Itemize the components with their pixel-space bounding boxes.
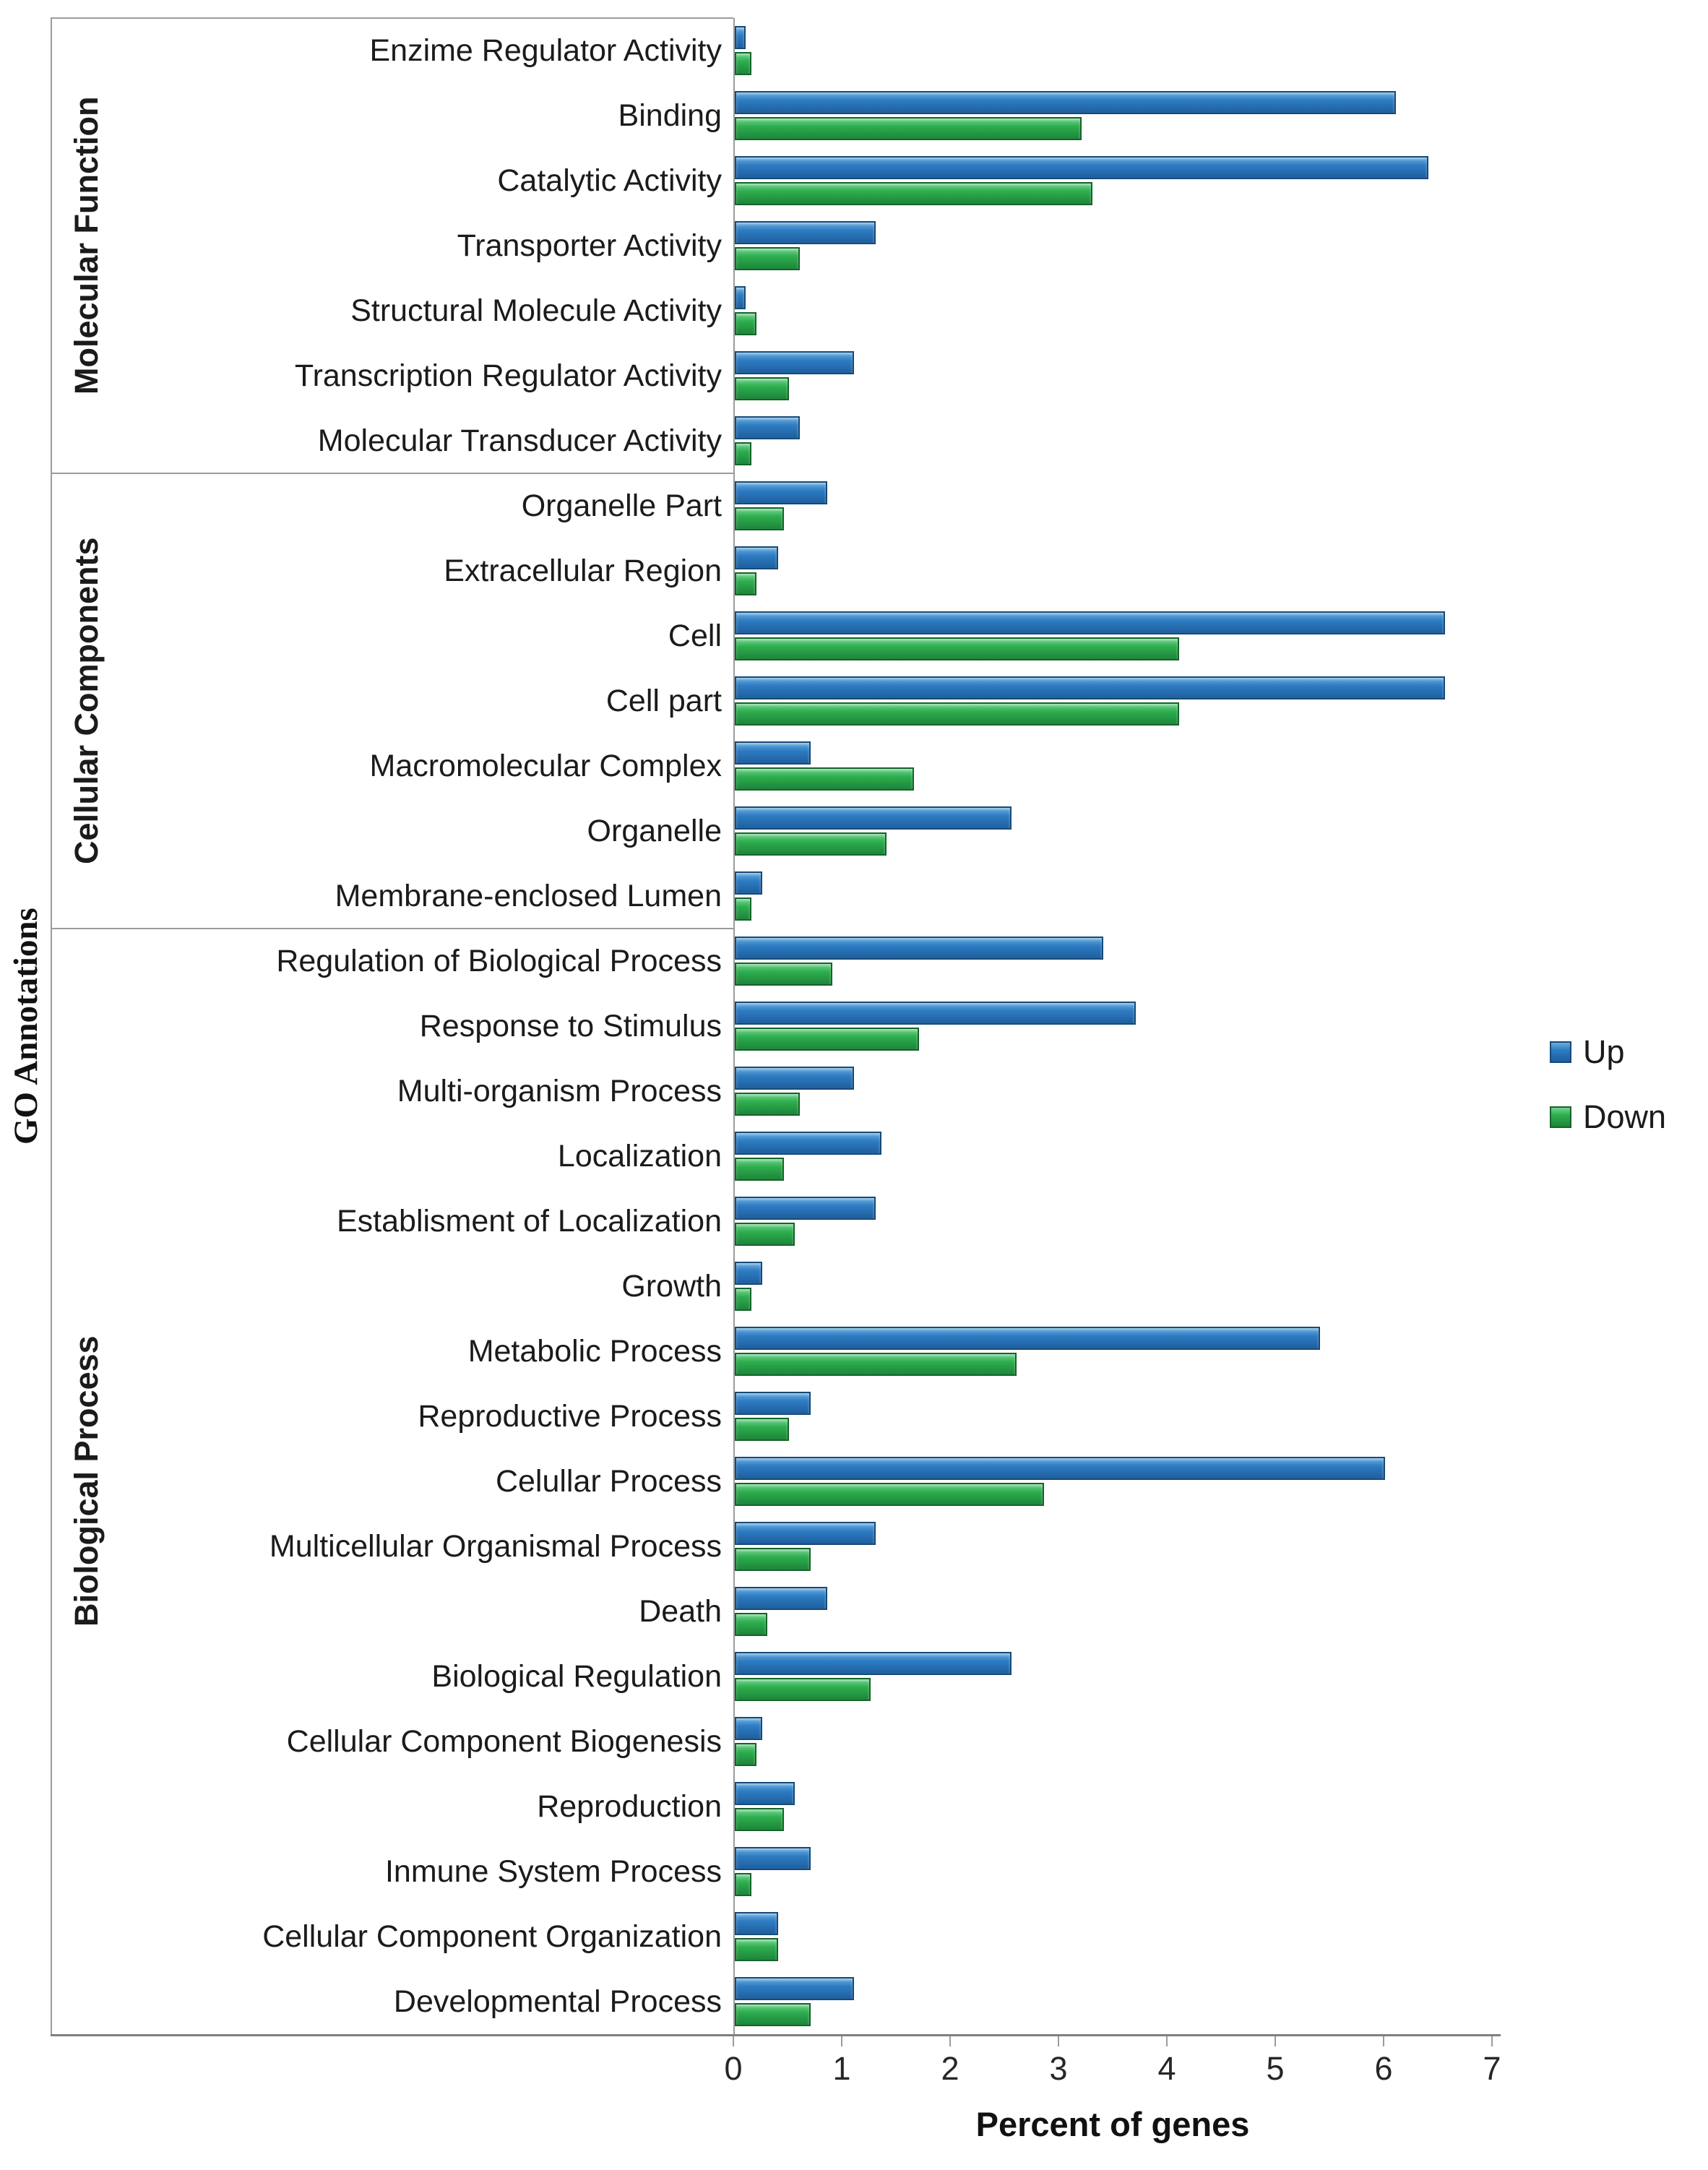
bar-up	[735, 806, 1012, 830]
x-tick	[841, 2036, 842, 2046]
x-tick	[1166, 2036, 1168, 2046]
legend-label-up: Up	[1583, 1033, 1625, 1070]
category-label: Growth	[621, 1268, 722, 1304]
bar-up	[735, 1392, 811, 1415]
bar-up	[735, 1262, 762, 1285]
bar-down	[735, 442, 751, 465]
bar-down	[735, 572, 756, 595]
x-tick-label: 4	[1157, 2050, 1176, 2087]
category-label: Cell	[668, 618, 722, 653]
bar-up	[735, 1522, 876, 1545]
bar-up	[735, 741, 811, 765]
x-axis-line	[51, 2034, 1501, 2036]
x-tick	[1491, 2036, 1493, 2046]
bar-up	[735, 1912, 778, 1935]
category-label: Regulation of Biological Process	[276, 943, 722, 978]
y-axis-line	[733, 18, 735, 2034]
bar-up	[735, 1587, 827, 1610]
legend-label-down: Down	[1583, 1098, 1667, 1135]
bar-down	[735, 767, 914, 791]
bar-up	[735, 1197, 876, 1220]
bar-up	[735, 1067, 854, 1090]
bar-down	[735, 1353, 1017, 1376]
bar-down	[735, 117, 1082, 140]
bar-down	[735, 637, 1179, 660]
category-label: Cellular Component Biogenesis	[286, 1723, 722, 1759]
x-tick-label: 5	[1266, 2050, 1285, 2087]
bar-down	[735, 702, 1179, 726]
bar-down	[735, 377, 789, 400]
bar-down	[735, 312, 756, 335]
bar-up	[735, 91, 1396, 114]
category-label: Celullar Process	[495, 1463, 722, 1499]
category-label: Cell part	[605, 683, 722, 718]
x-tick	[1383, 2036, 1384, 2046]
bar-up	[735, 1457, 1385, 1480]
bar-up	[735, 1002, 1136, 1025]
group-label: Molecular Function	[68, 96, 105, 395]
x-tick	[733, 2036, 734, 2046]
bar-down	[735, 1873, 751, 1896]
x-tick-label: 7	[1483, 2050, 1501, 2087]
bar-down	[735, 507, 784, 530]
bar-down	[735, 1938, 778, 1961]
x-tick-label: 2	[941, 2050, 959, 2087]
bar-up	[735, 676, 1445, 699]
category-label: Multi-organism Process	[397, 1073, 722, 1108]
category-label: Molecular Transducer Activity	[317, 423, 722, 458]
bar-down	[735, 1028, 919, 1051]
category-label: Developmental Process	[393, 1984, 722, 2019]
bar-up	[735, 1652, 1012, 1675]
bar-down	[735, 897, 751, 921]
x-tick	[1274, 2036, 1276, 2046]
bar-up	[735, 1847, 811, 1870]
category-label: Transporter Activity	[457, 228, 722, 263]
bar-up	[735, 1132, 881, 1155]
legend-item-up	[1550, 1032, 1625, 1072]
bar-down	[735, 182, 1092, 205]
x-tick	[1058, 2036, 1059, 2046]
bar-up	[735, 937, 1103, 960]
category-label: Organelle	[587, 813, 722, 848]
category-label: Catalytic Activity	[497, 163, 722, 198]
bar-up	[735, 1782, 795, 1805]
category-label: Response to Stimulus	[419, 1008, 722, 1043]
bar-up	[735, 221, 876, 244]
legend-swatch-up	[1550, 1041, 1571, 1063]
bar-up	[735, 1717, 762, 1740]
x-tick-label: 0	[724, 2050, 743, 2087]
x-tick-label: 1	[832, 2050, 851, 2087]
x-tick	[949, 2036, 951, 2046]
bar-down	[735, 1483, 1044, 1506]
bar-up	[735, 611, 1445, 634]
bar-down	[735, 963, 832, 986]
bar-down	[735, 1158, 784, 1181]
x-tick-label: 3	[1049, 2050, 1068, 2087]
category-label: Enzime Regulator Activity	[369, 33, 722, 68]
category-label: Inmune System Process	[384, 1853, 722, 1889]
category-label: Establisment of Localization	[336, 1203, 722, 1239]
bar-up	[735, 26, 746, 49]
bar-down	[735, 1808, 784, 1831]
category-label: Macromolecular Complex	[369, 748, 722, 783]
bar-down	[735, 52, 751, 75]
bar-down	[735, 1418, 789, 1441]
x-axis-title: Percent of genes	[975, 2105, 1250, 2143]
category-label: Metabolic Process	[467, 1333, 722, 1369]
x-tick-label: 6	[1374, 2050, 1393, 2087]
bar-up	[735, 481, 827, 504]
bar-down	[735, 1223, 795, 1246]
category-label: Biological Regulation	[431, 1658, 722, 1694]
bar-down	[735, 1678, 871, 1701]
bar-up	[735, 1977, 854, 2000]
bar-up	[735, 351, 854, 374]
y-axis-title: GO Annotations	[7, 908, 45, 1145]
bar-up	[735, 1327, 1320, 1350]
group-label: Cellular Components	[68, 537, 105, 865]
bar-down	[735, 1548, 811, 1571]
label-box-left-line	[51, 18, 52, 2034]
category-label: Structural Molecule Activity	[350, 293, 722, 328]
category-label: Reproductive Process	[418, 1398, 722, 1434]
bar-down	[735, 1288, 751, 1311]
bar-down	[735, 832, 887, 856]
category-label: Multicellular Organismal Process	[269, 1528, 722, 1564]
category-label: Extracellular Region	[444, 553, 722, 588]
category-label: Localization	[557, 1138, 722, 1174]
bar-down	[735, 1093, 800, 1116]
bar-down	[735, 247, 800, 270]
bar-down	[735, 1743, 756, 1766]
category-label: Death	[639, 1593, 722, 1629]
category-label: Membrane-enclosed Lumen	[335, 878, 722, 913]
bar-up	[735, 871, 762, 895]
group-label: Biological Process	[68, 1335, 105, 1627]
legend-item-down	[1550, 1097, 1666, 1137]
category-label: Binding	[618, 98, 722, 133]
bar-up	[735, 156, 1428, 179]
bar-down	[735, 1613, 767, 1636]
category-label: Transcription Regulator Activity	[294, 358, 722, 393]
category-label: Cellular Component Organization	[262, 1919, 722, 1954]
category-label: Organelle Part	[521, 488, 722, 523]
legend-swatch-down	[1550, 1106, 1571, 1128]
bar-up	[735, 416, 800, 439]
bar-down	[735, 2003, 811, 2026]
bar-up	[735, 546, 778, 569]
category-label: Reproduction	[537, 1788, 722, 1824]
bar-up	[735, 286, 746, 309]
